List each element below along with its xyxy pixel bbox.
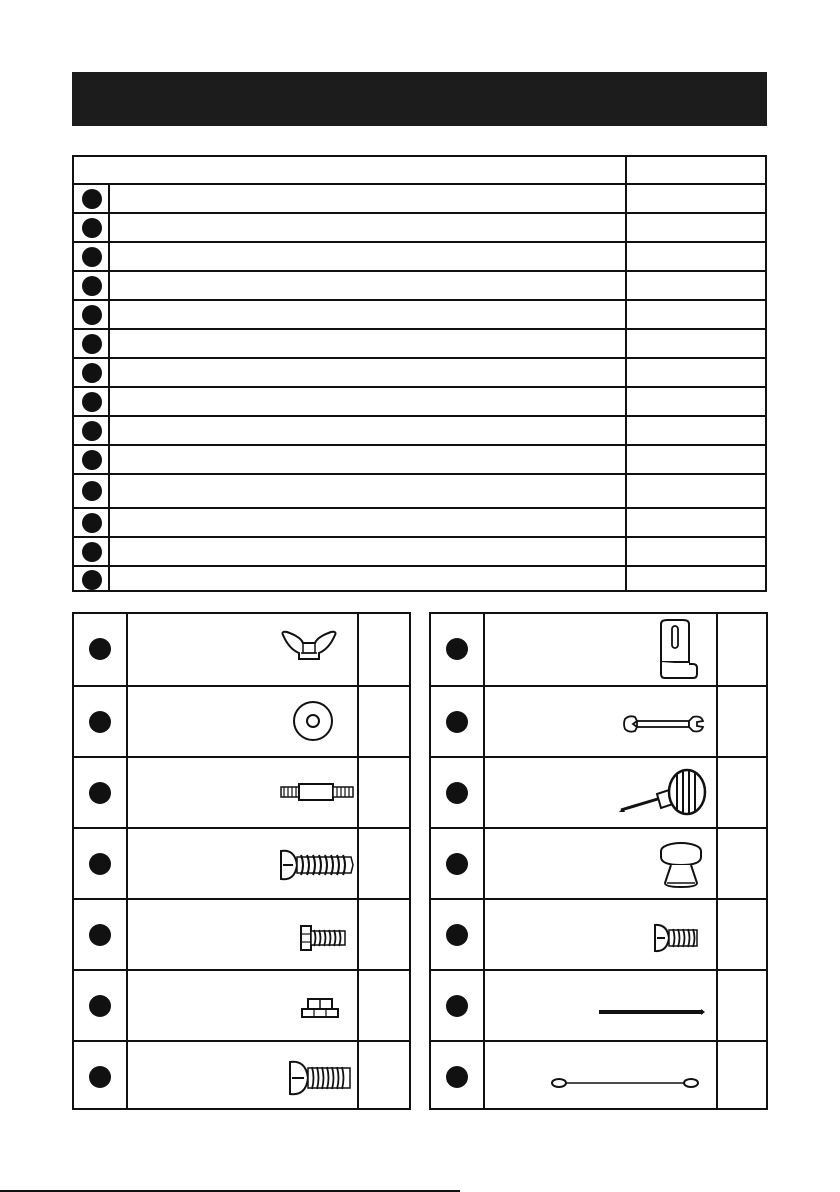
part-label-marker [82, 570, 102, 590]
parts-row [74, 386, 765, 415]
parts-list-table [72, 155, 767, 592]
hardware-label-marker [89, 924, 111, 946]
hardware-row [431, 898, 766, 969]
part-label-marker [82, 305, 102, 325]
hex-bolt-icon [299, 924, 347, 952]
hardware-row [74, 685, 409, 756]
hardware-table-left [72, 612, 411, 1110]
hardware-label-marker [89, 711, 111, 733]
hardware-label-marker [89, 995, 111, 1017]
hardware-row [431, 614, 766, 685]
hardware-row [431, 1040, 766, 1111]
part-label-marker [82, 421, 102, 441]
hardware-row [74, 969, 409, 1040]
hardware-label-marker [446, 638, 468, 660]
hardware-label-marker [89, 853, 111, 875]
hardware-row [74, 1040, 409, 1111]
hex-nut-icon [300, 997, 340, 1019]
truss-head-bolt-icon [288, 1058, 354, 1098]
part-label-marker [82, 334, 102, 354]
part-label-marker [82, 189, 102, 209]
short-screw-icon [653, 922, 701, 954]
part-label-marker [82, 450, 102, 470]
part-label-marker [82, 392, 102, 412]
wing-nut-icon [279, 629, 339, 665]
hardware-row [74, 756, 409, 827]
part-label-marker [82, 542, 102, 562]
rod-icon [597, 1003, 705, 1011]
hardware-label-marker [89, 1066, 111, 1088]
hardware-label-marker [89, 782, 111, 804]
hardware-row [431, 969, 766, 1040]
parts-row [74, 565, 765, 592]
parts-row [74, 270, 765, 299]
hardware-label-marker [446, 782, 468, 804]
parts-row [74, 212, 765, 241]
washer-icon [292, 700, 334, 742]
page-title [72, 72, 767, 126]
hardware-table-right [429, 612, 768, 1110]
part-label-marker [82, 363, 102, 383]
part-label-marker [82, 247, 102, 267]
hardware-row [431, 827, 766, 898]
part-label-marker [82, 513, 102, 533]
parts-row [74, 299, 765, 328]
hardware-label-marker [446, 995, 468, 1017]
parts-row [74, 536, 765, 565]
wrench-icon [623, 713, 705, 735]
hardware-row [431, 756, 766, 827]
pan-head-screw-icon [279, 847, 355, 883]
hardware-row [74, 614, 409, 685]
threaded-connector-icon [279, 782, 355, 802]
hardware-row [74, 827, 409, 898]
parts-row [74, 328, 765, 357]
hardware-label-marker [89, 638, 111, 660]
parts-row [74, 357, 765, 386]
hardware-row [74, 898, 409, 969]
hardware-label-marker [446, 711, 468, 733]
parts-row [74, 507, 765, 536]
screwdriver-icon [617, 764, 707, 822]
parts-row [74, 415, 765, 444]
part-label-marker [82, 218, 102, 238]
parts-row [74, 473, 765, 507]
knob-icon [659, 841, 703, 889]
parts-row [74, 183, 765, 212]
parts-row [74, 444, 765, 473]
anti-tip-bracket-icon [653, 618, 699, 680]
parts-row [74, 241, 765, 270]
part-label-marker [82, 481, 102, 501]
hardware-row [431, 685, 766, 756]
part-label-marker [82, 276, 102, 296]
hardware-label-marker [446, 853, 468, 875]
cable-icon [549, 1076, 701, 1090]
hardware-label-marker [446, 1066, 468, 1088]
hardware-label-marker [446, 924, 468, 946]
